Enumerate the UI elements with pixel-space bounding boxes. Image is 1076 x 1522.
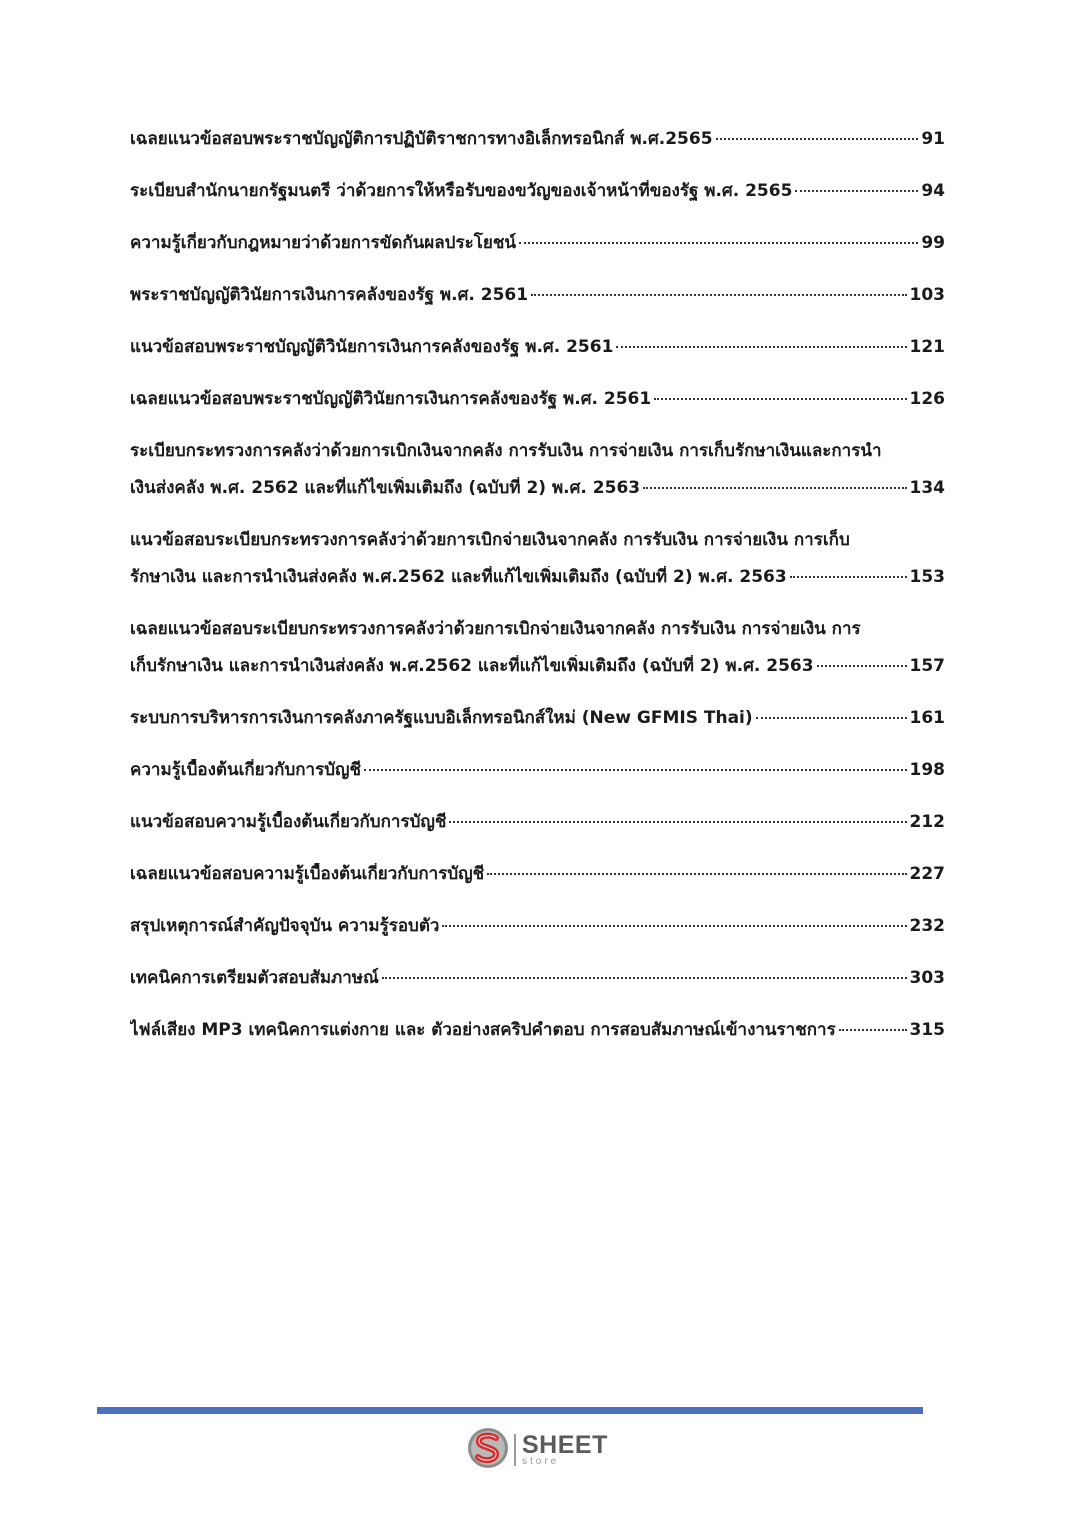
toc-entry[interactable] <box>130 811 945 833</box>
toc-entry-title: เก็บรักษาเงิน และการนำเงินส่งคลัง พ.ศ.2562 และที่แก้ไขเพิ่มเติมถึง (ฉบับที่ 2) พ.ศ. 2563 <box>130 656 814 676</box>
dot-leader <box>616 346 906 348</box>
toc-entry[interactable] <box>130 440 945 499</box>
toc-entry-page: 315 <box>909 1020 945 1040</box>
logo-main-text: SHEET <box>522 1431 608 1459</box>
toc-entry-page: 103 <box>909 285 945 305</box>
toc-entry[interactable] <box>130 863 945 885</box>
toc-entry-title: พระราชบัญญัติวินัยการเงินการคลังของรัฐ พ.ศ. 2561 <box>130 285 529 305</box>
dot-leader <box>756 717 907 719</box>
toc-entry-page: 126 <box>909 389 945 409</box>
sheet-store-logo <box>466 1428 608 1472</box>
dot-leader <box>643 487 906 489</box>
toc-entry-title: แนวข้อสอบพระราชบัญญัติวินัยการเงินการคลังของรัฐ พ.ศ. 2561 <box>130 337 614 357</box>
toc-entry-page: 121 <box>909 337 945 357</box>
dot-leader <box>654 398 906 400</box>
dot-leader <box>364 769 906 771</box>
toc-entry[interactable] <box>130 180 945 202</box>
dot-leader <box>795 190 918 192</box>
toc-entry-title: เทคนิคการเตรียมตัวสอบสัมภาษณ์ <box>130 968 379 988</box>
dot-leader <box>790 576 907 578</box>
toc-entry-page: 212 <box>909 812 945 832</box>
dot-leader <box>519 242 918 244</box>
dot-leader <box>817 665 907 667</box>
toc-entry[interactable] <box>130 915 945 937</box>
toc-entry-title: ระเบียบสำนักนายกรัฐมนตรี ว่าด้วยการให้หรือรับของขวัญของเจ้าหน้าที่ของรัฐ พ.ศ. 2565 <box>130 181 793 201</box>
toc-entry[interactable] <box>130 967 945 989</box>
footer-divider <box>97 1407 923 1414</box>
toc-entry-page: 232 <box>909 916 945 936</box>
toc-entry-page: 157 <box>909 656 945 676</box>
toc-entry[interactable] <box>130 388 945 410</box>
toc-entry[interactable] <box>130 759 945 781</box>
toc-entry-title-line: ระเบียบกระทรวงการคลังว่าด้วยการเบิกเงินจากคลัง การรับเงิน การจ่ายเงิน การเก็บรักษาเงินและการนำ <box>130 441 882 461</box>
toc-entry-title-line: เฉลยแนวข้อสอบระเบียบกระทรวงการคลังว่าด้วยการเบิกจ่ายเงินจากคลัง การรับเงิน การจ่ายเงิน การ <box>130 619 861 639</box>
toc-entry-page: 91 <box>921 129 945 149</box>
toc-entry-title: เฉลยแนวข้อสอบพระราชบัญญัติการปฏิบัติราชการทางอิเล็กทรอนิกส์ พ.ศ.2565 <box>130 129 713 149</box>
toc-entry-title: ไฟล์เสียง MP3 เทคนิคการแต่งกาย และ ตัวอย่างสคริปคำตอบ การสอบสัมภาษณ์เข้างานราชการ <box>130 1020 836 1040</box>
toc-entry-page: 198 <box>909 760 945 780</box>
toc-entry-title: ความรู้เกี่ยวกับกฎหมายว่าด้วยการขัดกันผลประโยชน์ <box>130 233 516 253</box>
toc-entry-page: 99 <box>921 233 945 253</box>
logo-sub-text: store <box>522 1456 560 1467</box>
toc-entry[interactable] <box>130 1019 945 1041</box>
logo-wordmark <box>522 1433 608 1467</box>
toc-entry-title-line: แนวข้อสอบระเบียบกระทรวงการคลังว่าด้วยการเบิกจ่ายเงินจากคลัง การรับเงิน การจ่ายเงิน การเก็บ <box>130 530 850 550</box>
toc-entry-page: 134 <box>909 478 945 498</box>
logo-divider <box>514 1434 516 1466</box>
table-of-contents <box>130 128 945 1071</box>
toc-entry[interactable] <box>130 618 945 677</box>
toc-entry-title: เฉลยแนวข้อสอบพระราชบัญญัติวินัยการเงินการคลังของรัฐ พ.ศ. 2561 <box>130 389 652 409</box>
toc-entry[interactable] <box>130 529 945 588</box>
toc-entry-page: 94 <box>921 181 945 201</box>
dot-leader <box>531 294 906 296</box>
toc-entry-title: เฉลยแนวข้อสอบความรู้เบื้องต้นเกี่ยวกับการบัญชี <box>130 864 485 884</box>
toc-entry-title: รักษาเงิน และการนำเงินส่งคลัง พ.ศ.2562 และที่แก้ไขเพิ่มเติมถึง (ฉบับที่ 2) พ.ศ. 2563 <box>130 567 787 587</box>
dot-leader <box>487 873 906 875</box>
toc-entry-page: 153 <box>909 567 945 587</box>
toc-entry[interactable] <box>130 284 945 306</box>
dot-leader <box>382 977 907 979</box>
toc-entry[interactable] <box>130 128 945 150</box>
toc-entry-title: ระบบการบริหารการเงินการคลังภาครัฐแบบอิเล็กทรอนิกส์ใหม่ (New GFMIS Thai) <box>130 708 753 728</box>
toc-entry-page: 303 <box>909 968 945 988</box>
s-logo-icon <box>466 1426 510 1474</box>
toc-entry[interactable] <box>130 336 945 358</box>
toc-entry-title: แนวข้อสอบความรู้เบื้องต้นเกี่ยวกับการบัญชี <box>130 812 447 832</box>
dot-leader <box>839 1029 907 1031</box>
toc-entry[interactable] <box>130 707 945 729</box>
toc-entry[interactable] <box>130 232 945 254</box>
toc-entry-title: ความรู้เบื้องต้นเกี่ยวกับการบัญชี <box>130 760 362 780</box>
toc-entry-title: เงินส่งคลัง พ.ศ. 2562 และที่แก้ไขเพิ่มเติมถึง (ฉบับที่ 2) พ.ศ. 2563 <box>130 478 641 498</box>
toc-entry-page: 227 <box>909 864 945 884</box>
dot-leader <box>442 925 906 927</box>
toc-entry-page: 161 <box>909 708 945 728</box>
toc-entry-title: สรุปเหตุการณ์สำคัญปัจจุบัน ความรู้รอบตัว <box>130 916 440 936</box>
dot-leader <box>449 821 906 823</box>
dot-leader <box>716 138 919 140</box>
